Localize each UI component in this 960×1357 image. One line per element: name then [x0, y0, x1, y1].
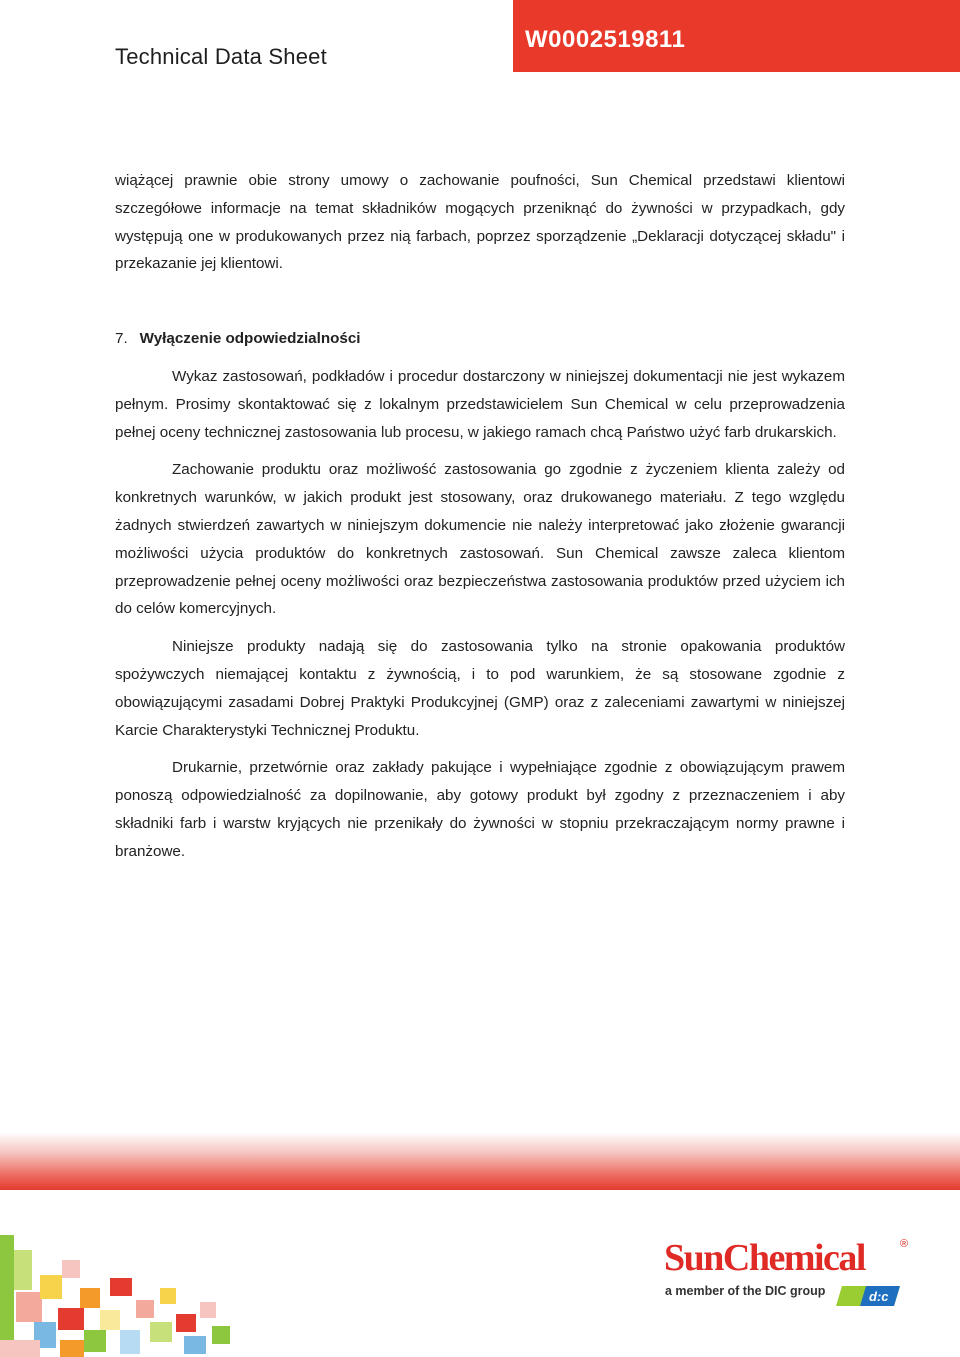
color-mosaic-graphic [0, 1230, 240, 1357]
paragraph-gmp: Niniejsze produkty nadają się do zastosowania tylko na stronie opakowania produktów spożywczych niemającej kontaktu z żywnością, i to pod warunkiem, że są stosowane zgodnie z obowiązującymi zasadami Dobrej Praktyki Produkcyjnej (GMP) oraz z zaleceniami zawartymi w niniejszej Karcie Charakterystyki Technicznej Produktu. [115, 638, 845, 739]
intro-paragraph: wiążącej prawnie obie strony umowy o zachowanie poufności, Sun Chemical przedstawi klientowi szczegółowe informacje na temat składników mogących przeniknąć do żywności w przypadkach, gdy występują one w produkowanych przez nią farbach, poprzez sporządzenie „Deklaracji dotyczącej składu" i przekazanie jej klientowi. [115, 172, 845, 273]
paragraph-responsibility: Drukarnie, przetwórnie oraz zakłady pakujące i wypełniające zgodnie z obowiązującym prawem ponoszą odpowiedzialność za dopilnowanie, aby gotowy produkt był zgodny z przeznaczeniem i aby składniki farb i warstw kryjących nie przenikały do żywności w stopniu przekraczającym normy prawne i branżowe. [115, 759, 845, 860]
registered-mark: ® [900, 1238, 909, 1250]
section-title: Wyłączenie odpowiedzialności [139, 330, 361, 348]
document-code: W0002519811 [525, 26, 686, 53]
document-body [115, 167, 845, 866]
dic-logo-icon [836, 1284, 900, 1308]
section-number: 7. [115, 330, 128, 348]
svg-text:d:c: d:c [869, 1289, 889, 1304]
document-title: Technical Data Sheet [115, 44, 327, 69]
footer-gradient-band [0, 1132, 960, 1190]
section-heading [115, 325, 845, 353]
logo-tagline: a member of the DIC group [665, 1284, 826, 1298]
sun-chemical-logo [664, 1236, 914, 1316]
logo-wordmark: SunChemical [664, 1237, 865, 1279]
paragraph-scope: Wykaz zastosowań, podkładów i procedur dostarczony w niniejszej dokumentacji nie jest wykazem pełnym. Prosimy skontaktować się z lokalnym przedstawicielem Sun Chemical w celu przeprowadzenia pełnej oceny technicznej zastosowania lub procesu, w jakiego ramach chcą Państwo użyć farb drukarskich. [115, 367, 845, 441]
document-code-banner [513, 0, 960, 72]
paragraph-product-behaviour: Zachowanie produktu oraz możliwość zastosowania go zgodnie z życzeniem klienta zależy od konkretnych warunków, w jakich produkt jest stosowany, oraz drukowanego materiału. Z tego względu żadnych stwierdzeń zawartych w niniejszym dokumencie nie należy interpretować jako złożenie gwarancji możliwości użycia produktów do konkretnych zastosowań. Sun Chemical zawsze zaleca klientom przeprowadzenie pełnej oceny możliwości oraz bezpieczeństwa zastosowania produktów przed użyciem ich do celów komercyjnych. [115, 461, 845, 618]
